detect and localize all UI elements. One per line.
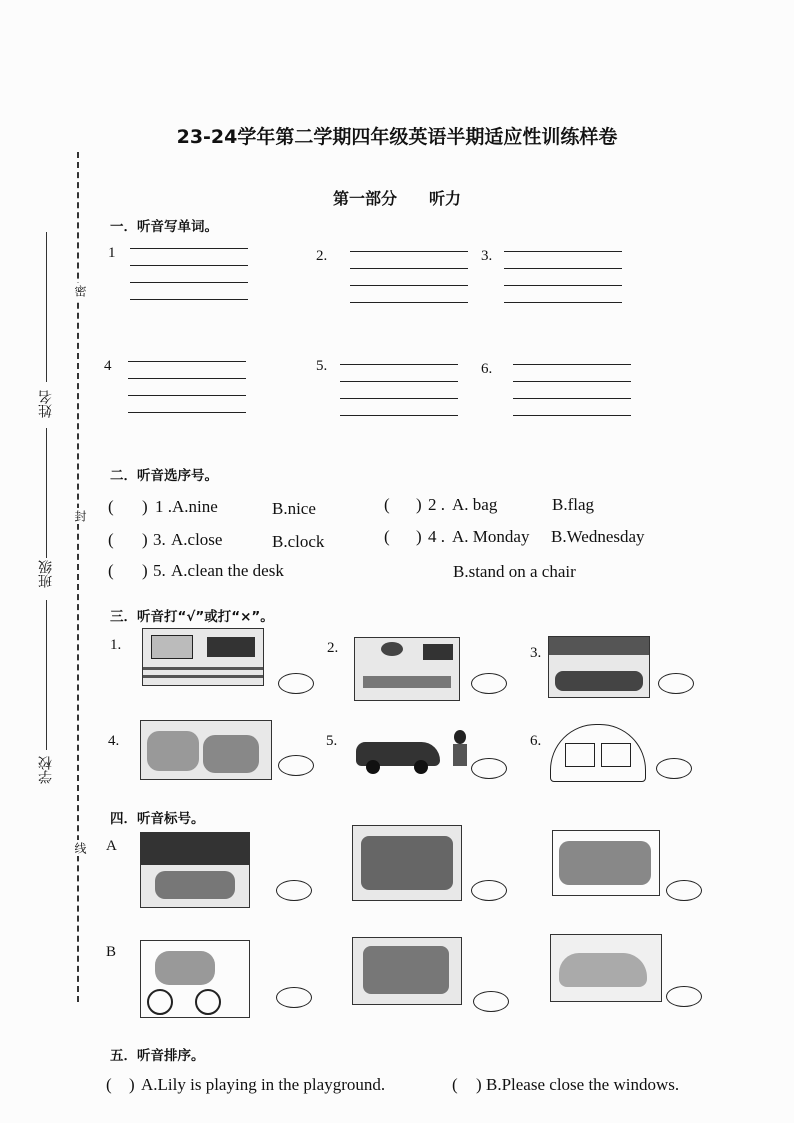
answer-line[interactable] [513, 381, 631, 382]
question-number: 5. [153, 561, 166, 580]
s3-item-number: 5. [326, 733, 338, 749]
family-car-picture [550, 934, 662, 1002]
name-field-line[interactable] [46, 232, 47, 382]
answer-line[interactable] [128, 412, 246, 413]
car-picture [356, 728, 440, 776]
paren-close[interactable]: ) [416, 495, 422, 514]
answer-line[interactable] [128, 361, 246, 362]
answer-oval[interactable] [666, 880, 702, 901]
s3-item-number: 1. [110, 637, 122, 653]
name-label: 姓名 [38, 390, 54, 418]
s1-item-number: 5. [316, 358, 328, 374]
answer-oval[interactable] [276, 880, 312, 901]
paren-close[interactable]: ) [142, 530, 148, 549]
school-label: 学校 [38, 756, 54, 784]
answer-line[interactable] [130, 248, 248, 249]
answer-oval[interactable] [656, 758, 692, 779]
answer-line[interactable] [350, 285, 468, 286]
option-b: B.Wednesday [551, 527, 645, 546]
answer-line[interactable] [340, 398, 458, 399]
question-number: 4 . [428, 527, 445, 546]
seal-dashed-line [77, 152, 79, 1002]
children-picture [140, 720, 272, 780]
paren-open: ( [106, 1075, 112, 1094]
paren-close[interactable]: ) [416, 527, 422, 546]
paren-open: ( [108, 497, 114, 516]
section4-heading: 四．听音标号。 [110, 811, 205, 827]
row-label: B [106, 944, 117, 960]
teacher-class-picture [140, 832, 250, 908]
paren-open: ( [108, 561, 114, 580]
class-field-line[interactable] [46, 428, 47, 558]
section5-heading: 五．听音排序。 [110, 1048, 205, 1064]
s3-item-number: 2. [327, 640, 339, 656]
window-picture [550, 724, 646, 782]
answer-line[interactable] [350, 302, 468, 303]
answer-oval[interactable] [471, 673, 507, 694]
option-b: B.stand on a chair [453, 562, 576, 581]
seal-char-xian: 线 [73, 842, 87, 854]
paren-close[interactable]: ) [129, 1075, 135, 1094]
answer-oval[interactable] [666, 986, 702, 1007]
cycling-picture [140, 940, 250, 1018]
paren-open: ( [108, 530, 114, 549]
section3-heading: 三．听音打“√”或打“×”。 [110, 609, 274, 625]
paren-open: ( [384, 527, 390, 546]
school-field-line[interactable] [46, 600, 47, 750]
question-number: 2 . [428, 495, 445, 514]
option-b: B.clock [272, 532, 325, 551]
s3-item-number: 6. [530, 733, 542, 749]
row-label: A [106, 838, 117, 854]
option-a: A.clean the desk [171, 561, 284, 580]
answer-oval[interactable] [471, 758, 507, 779]
playground-picture [352, 937, 462, 1005]
answer-line[interactable] [504, 268, 622, 269]
answer-line[interactable] [130, 282, 248, 283]
girl-picture [450, 730, 470, 778]
answer-line[interactable] [340, 381, 458, 382]
paren-close[interactable]: ) [142, 497, 148, 516]
seal-char-feng: 封 [73, 510, 87, 522]
answer-line[interactable] [340, 415, 458, 416]
answer-oval[interactable] [278, 673, 314, 694]
seal-char-mi: 密 [73, 285, 87, 297]
s3-item-number: 4. [108, 733, 120, 749]
class-label: 班级 [38, 560, 54, 588]
question-number: 1 . [155, 497, 172, 516]
option-b: B.nice [272, 499, 316, 518]
answer-line[interactable] [504, 285, 622, 286]
s1-item-number: 6. [481, 361, 493, 377]
s1-item-number: 1 [108, 245, 116, 261]
paren-open: ( [452, 1075, 458, 1094]
answer-line[interactable] [504, 251, 622, 252]
paren-close[interactable]: ) [142, 561, 148, 580]
answer-line[interactable] [350, 251, 468, 252]
answer-line[interactable] [128, 378, 246, 379]
answer-line[interactable] [513, 398, 631, 399]
s1-item-number: 3. [481, 248, 493, 264]
answer-oval[interactable] [658, 673, 694, 694]
sentence-a: A.Lily is playing in the playground. [141, 1075, 386, 1094]
answer-line[interactable] [340, 364, 458, 365]
option-a: A.close [171, 530, 223, 549]
classroom-picture [142, 628, 264, 686]
section1-heading: 一．听音写单词。 [110, 219, 218, 235]
exam-title: 23-24学年第二学期四年级英语半期适应性训练样卷 [176, 126, 618, 148]
answer-oval[interactable] [471, 880, 507, 901]
answer-oval[interactable] [278, 755, 314, 776]
answer-line[interactable] [130, 299, 248, 300]
part-heading: 第一部分 听力 [332, 189, 461, 208]
students-picture [548, 636, 650, 698]
question-number: 3. [153, 530, 166, 549]
answer-oval[interactable] [473, 991, 509, 1012]
answer-line[interactable] [513, 364, 631, 365]
paren-close[interactable]: ) [476, 1075, 482, 1094]
s3-item-number: 3. [530, 645, 542, 661]
s1-item-number: 4 [104, 358, 112, 374]
s1-item-number: 2. [316, 248, 328, 264]
paren-open: ( [384, 495, 390, 514]
answer-oval[interactable] [276, 987, 312, 1008]
option-b: B.flag [552, 495, 595, 514]
students-desks-picture [352, 825, 462, 901]
teacher-desk-picture [354, 637, 460, 701]
option-a: A. bag [452, 495, 498, 514]
section2-heading: 二．听音选序号。 [110, 468, 218, 484]
answer-line[interactable] [128, 395, 246, 396]
option-a: A. Monday [452, 527, 530, 546]
group-study-picture [552, 830, 660, 896]
answer-line[interactable] [504, 302, 622, 303]
answer-line[interactable] [513, 415, 631, 416]
answer-line[interactable] [350, 268, 468, 269]
answer-line[interactable] [130, 265, 248, 266]
option-a: A.nine [172, 497, 218, 516]
sentence-b: B.Please close the windows. [486, 1075, 680, 1094]
